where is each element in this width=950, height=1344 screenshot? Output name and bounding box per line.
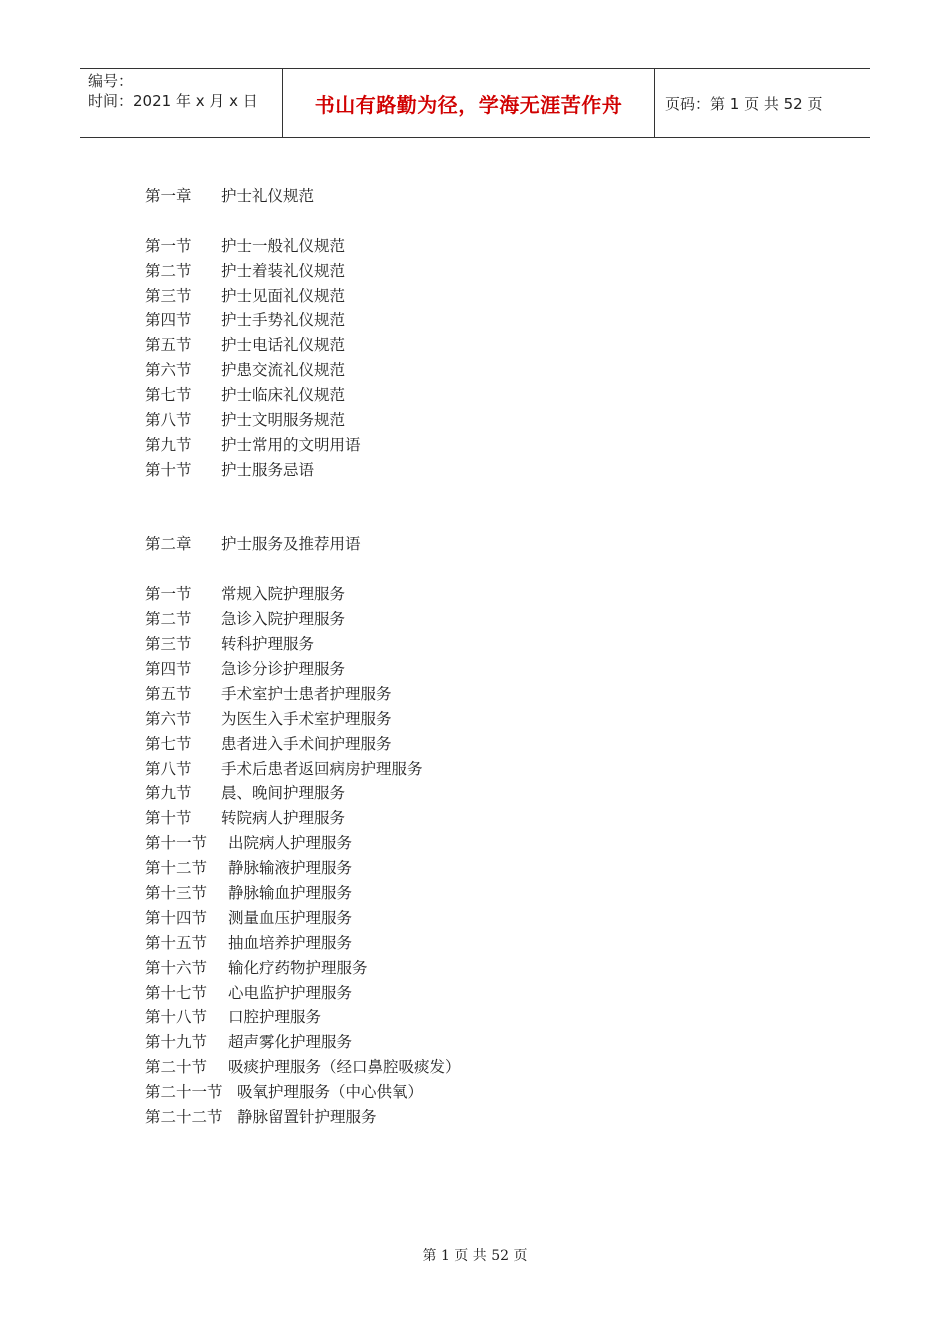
chapter-number: 第一章 (145, 187, 192, 205)
chapter-heading (145, 184, 461, 209)
section-number: 第十三节 (145, 883, 208, 902)
motto: 书山有路勤为径，学海无涯苦作舟 (314, 92, 623, 117)
section-title: 患者进入手术间护理服务 (221, 734, 392, 753)
section-number: 第七节 (145, 734, 192, 753)
section-title: 抽血培养护理服务 (228, 933, 353, 952)
section-number: 第三节 (145, 635, 192, 654)
number-label: 编号： (88, 72, 134, 90)
toc-entry (145, 433, 461, 458)
header-motto-cell (282, 69, 655, 137)
section-title: 吸痰护理服务（经口鼻腔吸痰发） (228, 1058, 461, 1077)
section-number: 第二十二节 (145, 1107, 223, 1126)
toc-entry (145, 831, 461, 856)
toc-entry (145, 682, 461, 707)
section-title: 护士一般礼仪规范 (221, 236, 346, 255)
section-title: 护士见面礼仪规范 (221, 286, 346, 305)
section-title: 超声雾化护理服务 (228, 1033, 353, 1052)
section-title: 测量血压护理服务 (228, 908, 353, 927)
section-number: 第二十一节 (145, 1083, 223, 1102)
toc-entry (145, 806, 461, 831)
section-title: 手术室护士患者护理服务 (221, 684, 392, 703)
section-number: 第十节 (145, 460, 192, 479)
section-title: 护士文明服务规范 (221, 411, 346, 430)
toc-entry (145, 1080, 461, 1105)
toc-entry (145, 458, 461, 483)
section-title: 转科护理服务 (221, 635, 315, 654)
section-title: 为医生入手术室护理服务 (221, 709, 392, 728)
section-title: 常规入院护理服务 (221, 585, 346, 604)
section-number: 第六节 (145, 361, 192, 380)
chapter-title: 护士服务及推荐用语 (221, 535, 361, 554)
section-number: 第十二节 (145, 859, 208, 878)
section-number: 第四节 (145, 659, 192, 678)
section-title: 护士手势礼仪规范 (221, 311, 346, 330)
toc-entry (145, 1005, 461, 1030)
section-title: 输化疗药物护理服务 (228, 958, 368, 977)
toc-entry (145, 308, 461, 333)
section-title: 护士着装礼仪规范 (221, 261, 346, 280)
section-title: 吸氧护理服务（中心供氧） (237, 1083, 424, 1102)
section-title: 护患交流礼仪规范 (221, 361, 346, 380)
header-page-info-cell (655, 69, 870, 137)
toc-entry (145, 284, 461, 309)
section-title: 急诊分诊护理服务 (221, 659, 346, 678)
toc-entry (145, 707, 461, 732)
toc-entry (145, 881, 461, 906)
toc-entry (145, 657, 461, 682)
page-footer (0, 1245, 950, 1265)
toc-entry (145, 259, 461, 284)
toc-entry (145, 931, 461, 956)
toc-entry (145, 732, 461, 757)
toc-entry (145, 981, 461, 1006)
section-title: 出院病人护理服务 (228, 834, 353, 853)
section-number: 第五节 (145, 684, 192, 703)
section-number: 第十五节 (145, 933, 208, 952)
section-number: 第二十节 (145, 1058, 208, 1077)
toc-entry (145, 906, 461, 931)
toc-entry (145, 333, 461, 358)
page-info: 页码：第 1 页 共 52 页 (665, 94, 823, 113)
section-number: 第九节 (145, 435, 192, 454)
section-number: 第十八节 (145, 1008, 208, 1027)
section-title: 口腔护理服务 (228, 1008, 322, 1027)
toc-entry (145, 1055, 461, 1080)
section-title: 护士服务忌语 (221, 460, 315, 479)
section-number: 第八节 (145, 759, 192, 778)
section-number: 第十节 (145, 809, 192, 828)
section-number: 第一节 (145, 585, 192, 604)
section-title: 护士临床礼仪规范 (221, 386, 346, 405)
toc-entry (145, 757, 461, 782)
section-number: 第二节 (145, 610, 192, 629)
section-number: 第九节 (145, 784, 192, 803)
section-number: 第八节 (145, 411, 192, 430)
toc-entry (145, 1105, 461, 1130)
chapter-heading (145, 532, 461, 557)
toc-entry (145, 234, 461, 259)
section-title: 手术后患者返回病房护理服务 (221, 759, 423, 778)
table-of-contents (145, 184, 461, 1130)
section-number: 第二节 (145, 261, 192, 280)
section-number: 第六节 (145, 709, 192, 728)
section-number: 第十七节 (145, 983, 208, 1002)
toc-entry (145, 632, 461, 657)
toc-entry (145, 956, 461, 981)
toc-entry (145, 358, 461, 383)
section-title: 护士电话礼仪规范 (221, 336, 346, 355)
section-number: 第十九节 (145, 1033, 208, 1052)
section-title: 静脉留置针护理服务 (237, 1107, 377, 1126)
header-meta (80, 69, 282, 137)
section-title: 急诊入院护理服务 (221, 610, 346, 629)
toc-entry (145, 781, 461, 806)
chapter-title: 护士礼仪规范 (221, 187, 315, 205)
section-title: 转院病人护理服务 (221, 809, 346, 828)
toc-entry (145, 607, 461, 632)
chapter-1-section-list (145, 234, 461, 483)
section-title: 静脉输血护理服务 (228, 883, 353, 902)
toc-entry (145, 383, 461, 408)
toc-entry (145, 582, 461, 607)
section-number: 第七节 (145, 386, 192, 405)
document-header (80, 68, 870, 138)
chapter-number: 第二章 (145, 535, 192, 554)
section-title: 晨、晚间护理服务 (221, 784, 346, 803)
toc-entry (145, 1030, 461, 1055)
footer-page-number: 第 1 页 共 52 页 (422, 1248, 528, 1264)
section-number: 第三节 (145, 286, 192, 305)
toc-entry (145, 856, 461, 881)
time-label: 时间：2021 年 x 月 x 日 (88, 92, 258, 110)
section-number: 第四节 (145, 311, 192, 330)
toc-entry (145, 408, 461, 433)
section-title: 护士常用的文明用语 (221, 435, 361, 454)
chapter-2-section-list (145, 582, 461, 1130)
section-number: 第一节 (145, 236, 192, 255)
section-title: 心电监护护理服务 (228, 983, 353, 1002)
section-title: 静脉输液护理服务 (228, 859, 353, 878)
section-number: 第十四节 (145, 908, 208, 927)
section-number: 第五节 (145, 336, 192, 355)
section-number: 第十六节 (145, 958, 208, 977)
section-number: 第十一节 (145, 834, 208, 853)
